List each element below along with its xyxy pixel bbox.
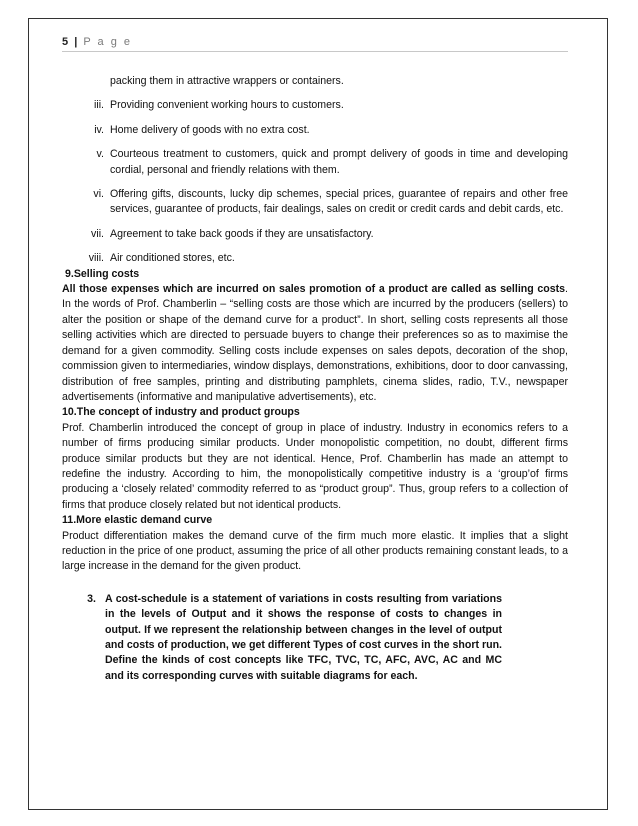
list-item-number: iv.: [94, 123, 104, 136]
header-separator: |: [74, 36, 78, 48]
header-rule: [62, 51, 568, 52]
list-item-number: [62, 74, 110, 89]
question-number: 3.: [87, 592, 96, 605]
list-item: [62, 147, 568, 178]
question-text: A cost-schedule is a statement of variations in costs resulting from variations in the levels of Output and it shows the response of costs to changes in output. If we represent the relationship between changes in the level of output and costs of production, we get different Types of cost curves in the short run. Define the kinds of cost concepts like TFC, TVC, TC, AFC, AVC, AC and MC and its corresponding curves with suitable diagrams for each.: [105, 592, 502, 682]
section-heading-elastic-demand: 11.More elastic demand curve: [62, 514, 213, 527]
list-item-number: vi.: [93, 188, 104, 201]
page-word: P a g e: [83, 36, 132, 48]
list-item: [62, 251, 568, 266]
list-item-text: Air conditioned stores, etc.: [110, 252, 235, 265]
list-item-text: Home delivery of goods with no extra cost.: [110, 123, 310, 136]
list-item-text: Offering gifts, discounts, lucky dip schemes, special prices, guarantee of repairs and other free services, guarantee of products, fair dealings, sales on credit or credit cards and debit cards, etc.: [110, 188, 568, 216]
list-item-number: v.: [96, 148, 104, 161]
list-item: [62, 187, 568, 218]
question-item: [62, 592, 568, 684]
selling-costs-paragraph: [62, 282, 568, 405]
page-number: 5: [62, 36, 69, 48]
page-header: [62, 36, 132, 48]
elastic-demand-paragraph: Product differentiation makes the demand curve of the firm much more elastic. It implies that a slight reduction in the price of one product, assuming the price of all other products remaining constant leads, to a large increase in the demand for the given product.: [62, 529, 568, 573]
list-item-text: Courteous treatment to customers, quick and prompt delivery of goods in time and developing cordial, personal and friendly relations with them.: [110, 148, 568, 176]
list-item: [62, 123, 568, 138]
section-heading-selling-costs: 9.Selling costs: [65, 267, 140, 280]
list-item: [62, 74, 568, 89]
list-item-number: vii.: [91, 227, 104, 240]
selling-costs-body: . In the words of Prof. Chamberlin – “selling costs are those which are incurred by the producers (sellers) to alter the position or shape of the demand curve for a product”. In short, selling costs represents all those selling activities which are directed to persuade buyers to change their preferences so as to maximise the demand for a given commodity. Selling costs include expenses on sales depots, decoration of the shop, commission given to intermediaries, window displays, demonstrations, exhibitions, door to door canvassing, distribution of free samples, printing and distributing pamphlets, cinema slides, radio, T.V., newspaper advertisements (informative and manipulative advertisements), etc.: [62, 283, 568, 403]
list-item-text: Agreement to take back goods if they are unsatisfactory.: [110, 227, 374, 240]
list-item: [62, 98, 568, 113]
list-item: [62, 227, 568, 242]
list-item-number: viii.: [88, 252, 104, 265]
list-item-text: Providing convenient working hours to customers.: [110, 99, 344, 112]
industry-paragraph: Prof. Chamberlin introduced the concept of group in place of industry. Industry in economics refers to a number of firms producing similar products. Under monopolistic competition, no doubt, different firms produce similar products but they are not identical. Hence, Prof. Chamberlin has made an attempt to redefine the industry. According to him, the monopolistically competitive industry is a ‘group’of firms producing a ‘closely related’ commodity referred to as “product group”. Thus, group refers to a collection of firms that produce closely related but not identical products.: [62, 421, 568, 511]
list-item-text: packing them in attractive wrappers or containers.: [110, 75, 344, 87]
section-heading-industry: 10.The concept of industry and product groups: [62, 406, 300, 419]
document-body: [62, 74, 568, 684]
list-item-number: iii.: [93, 99, 104, 112]
selling-costs-bold-lead: All those expenses which are incurred on sales promotion of a product are called as selling costs: [62, 283, 566, 296]
